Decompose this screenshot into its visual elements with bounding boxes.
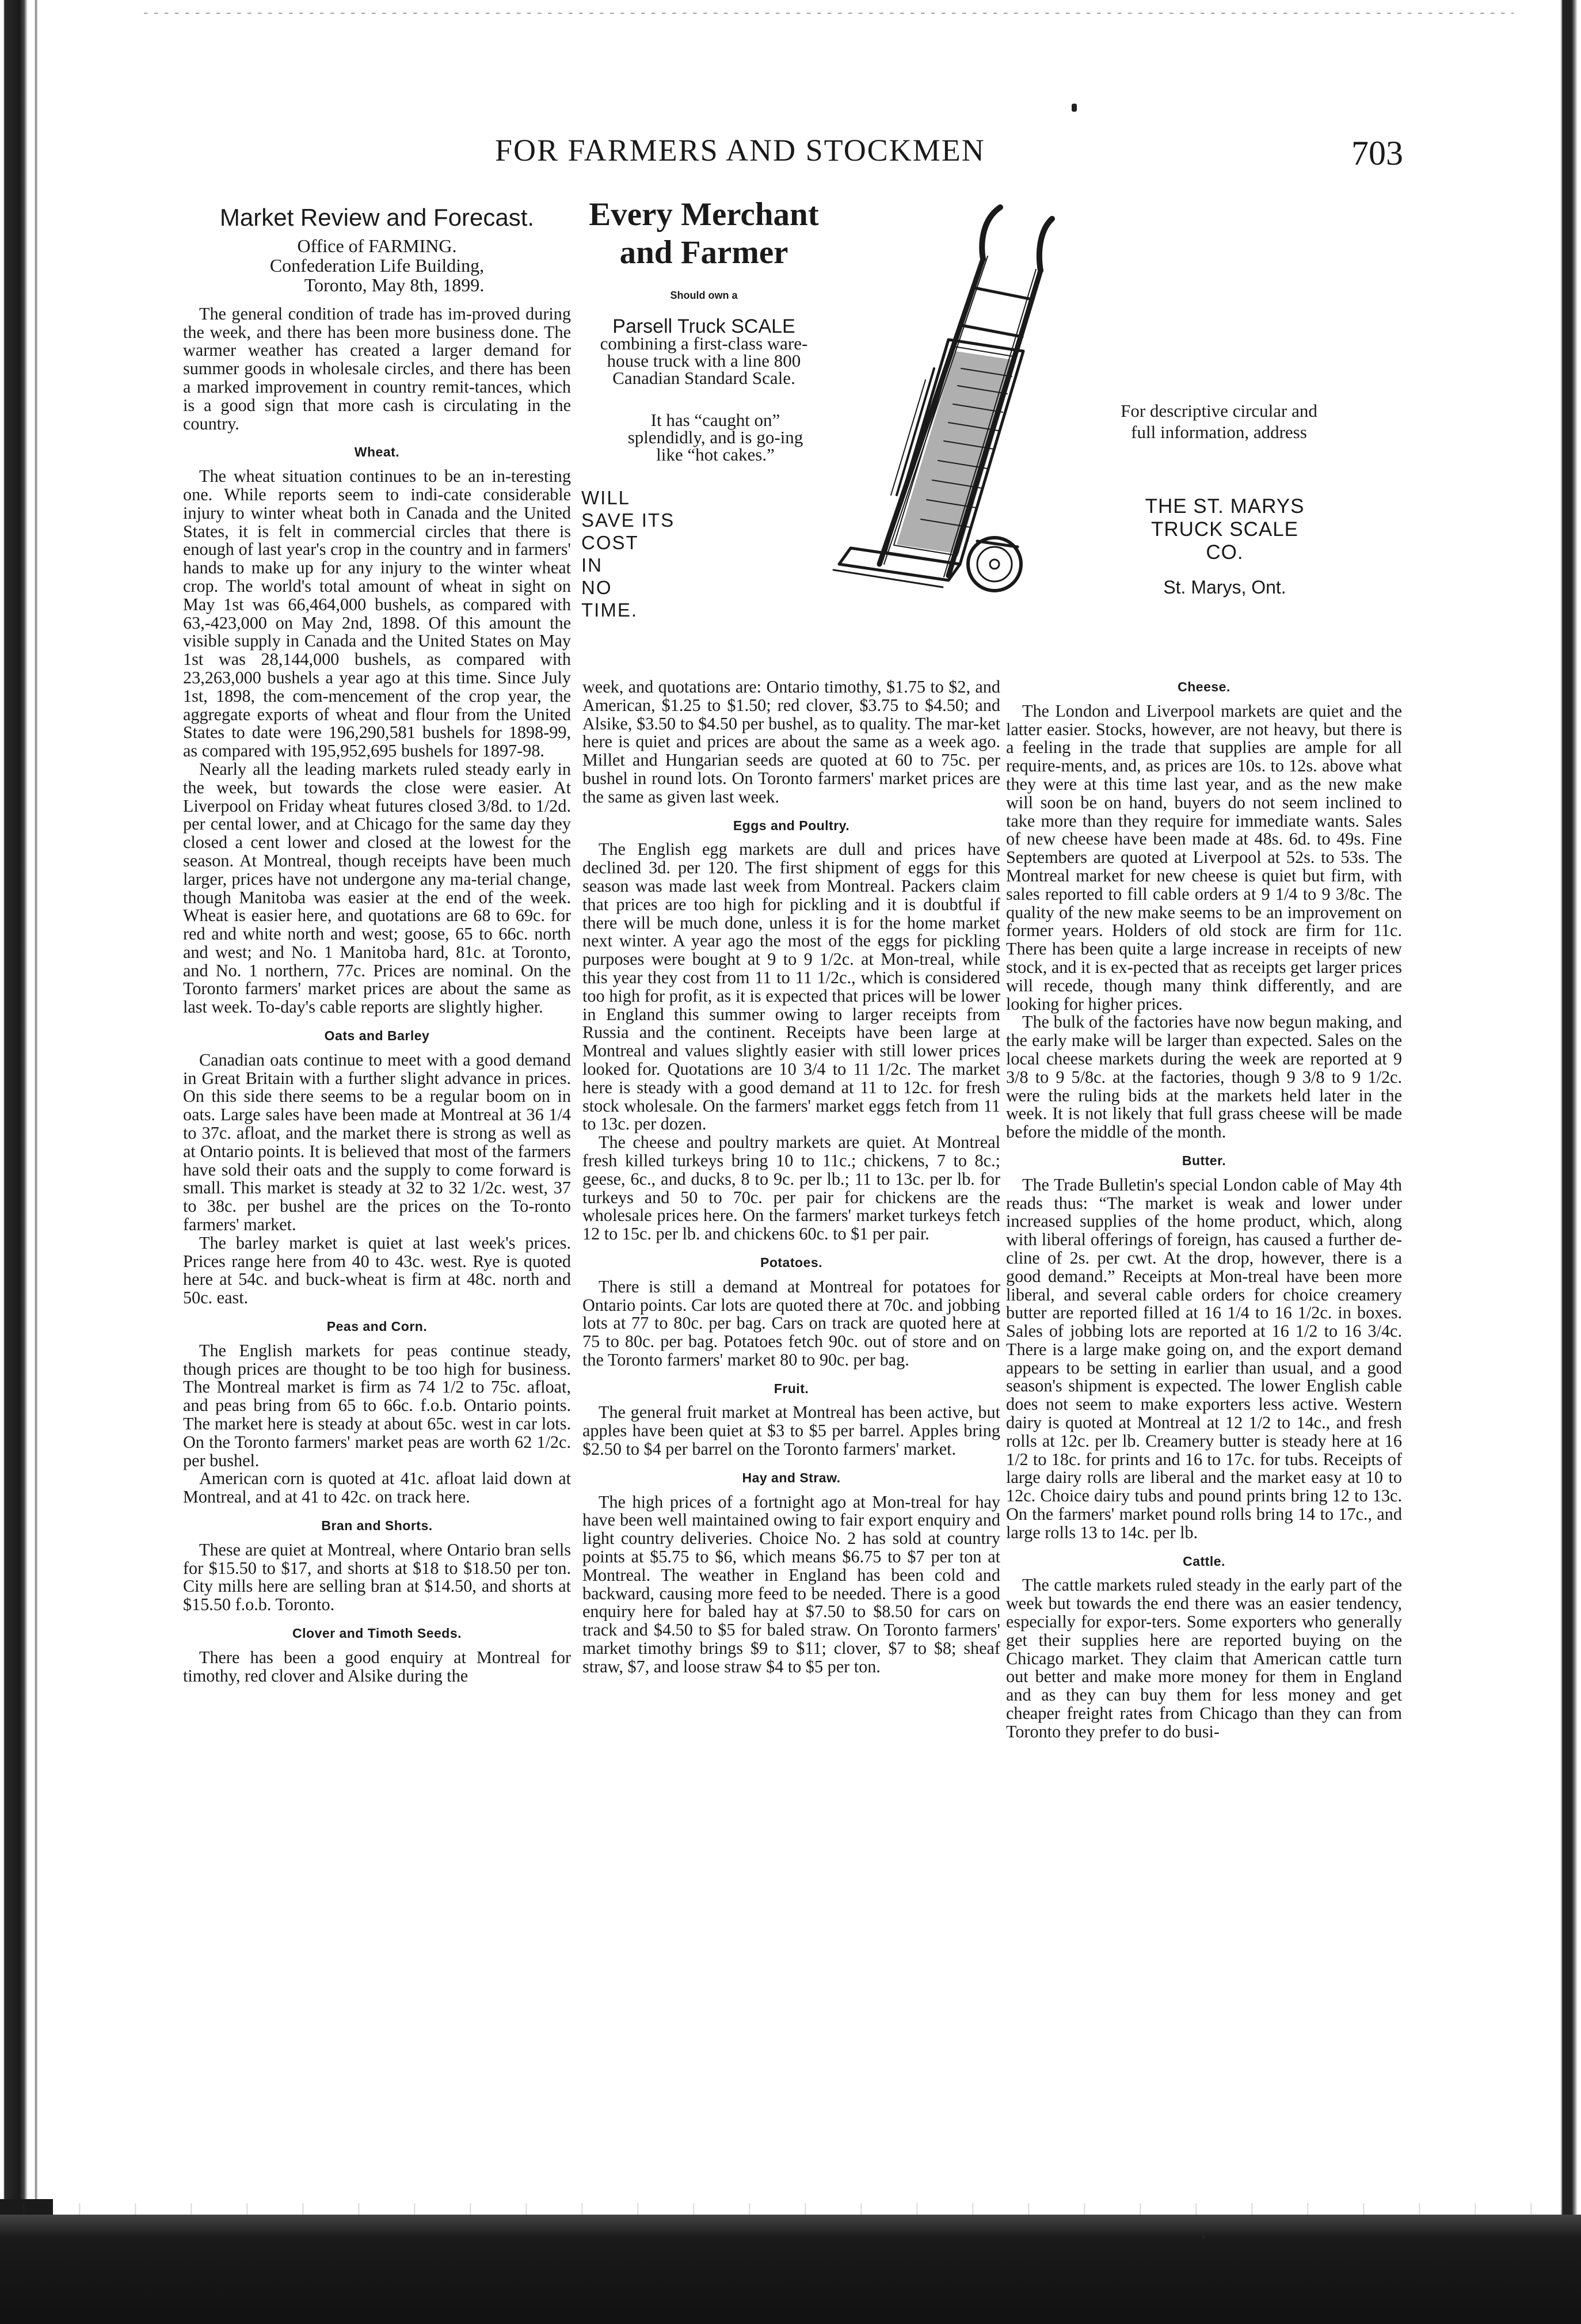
paragraph: American corn is quoted at 41c. afloat laid down at Montreal, and at 41 to 42c. on track here. (183, 1469, 571, 1507)
section-heading-clover: Clover and Timoth Seeds. (292, 1625, 462, 1641)
ad-company-line: CO. (1206, 541, 1244, 564)
paragraph: The Trade Bulletin's special London cable of May 4th reads thus: “The market is weak and lower under increased supplies of the home product, which, along with liberal offerings of foreign, has caused a further de-cline of 2s. per cwt. At the drop, however, there is a good demand.” Receipts at Mon-treal have been more liberal, and several cable orders for choice creamery butter are reported filled at 16 1/4 to 16 1/2c. in boxes. Sales of jobbing lots are reported at 16 1/2 to 16 3/4c. There is a large make going on, and the export demand appears to be setting in earlier than usual, and a good season's shipment is expected. The lower English cable does not seem to make exporters less active. Western dairy is quoted at Montreal at 12 1/2 to 14c., and fresh rolls at 12c. per lb. Creamery butter is steady here at 16 1/2 to 18c. for prints and 16 to 17c. for tubs. Receipts of large dairy rolls are liberal and the market easy at 10 to 12c. Choice dairy tubs and pound prints bring 12 to 13c. On the farmers' market pound rolls bring 14 to 17c., and large rolls 13 to 14c. per lb. (1006, 1174, 1402, 1542)
paragraph: The English markets for peas continue steady, though prices are thought to be too high for business. The Montreal market is firm as 74 1/2 to 75c. afloat, and peas bring from 65 to 66c. f.o.b. Ontario points. The market here is steady at about 65c. west in car lots. On the Toronto farmers' market peas are worth 62 1/2c. per bushel. (183, 1340, 571, 1470)
ad-product-description: combining a first-class ware-house truck with a line 800 Canadian Standard Scale. (600, 333, 808, 388)
column-1 (183, 204, 571, 1686)
ad-save-line: WILL (581, 487, 631, 508)
ad-company-line: THE ST. MARYS (1145, 495, 1305, 518)
paragraph: The cattle markets ruled steady in the early part of the week but towards the end there was an easier tendency, especially for expor-ters. Some exporters who generally get their supplies here are reported buying on the Chicago market. They claim that American cattle turn out better and make more money for them in England and as they can buy them for less money and get cheaper freight rates from Chicago than they can from Toronto they prefer to do busi- (1006, 1575, 1402, 1741)
column-3 (1006, 678, 1402, 1741)
scan-top-rule (144, 13, 1514, 14)
paragraph: There is still a demand at Montreal for potatoes for Ontario points. Car lots are quoted there at 70c. and jobbing lots at 77 to 80c. per bag. Cars on track are quoted here at 75 to 80c. per bag. Potatoes fetch 90c. out of store and on the Toronto farmers' market 80 to 90c. per bag. (582, 1276, 1000, 1370)
paragraph: The cheese and poultry markets are quiet. At Montreal fresh killed turkeys bring 10 to 11c.; chickens, 7 to 8c.; geese, 6c., and ducks, 8 to 9c. per lb.; 11 to 13c. per lb. for turkeys and 50 to 70c. per pair for chickens are the wholesale prices here. On the farmers' market turkeys fetch 12 to 15c. per lb. and chickens 60c. to $1 per pair. (582, 1132, 1000, 1244)
office-line: Confederation Life Building, (269, 254, 485, 276)
ad-product-name: Parsell Truck SCALE (612, 315, 795, 337)
section-heading-eggs: Eggs and Poultry. (733, 817, 850, 833)
page-number: 703 (1351, 134, 1403, 172)
paragraph: There has been a good enquiry at Montreal for timothy, red clover and Alsike during the (183, 1647, 571, 1686)
speck (1072, 104, 1077, 112)
scan-left-binding (0, 0, 53, 2324)
paragraph: The London and Liverpool markets are quiet and the latter easier. Stocks, however, are not heavy, but there is a feeling in the trade that supplies are ample for all require-ments, and, as prices are 10s. to 12s. above what they were at this time last year, and as the new make will soon be on hand, buyers do not seem inclined to take more than they require for immediate wants. Sales of new cheese have been made at 48s. 6d. to 49s. Fine Septembers are quoted at Liverpool at 52s. to 53s. The Montreal market for new cheese is quiet but firm, with sales reported to fill cable orders at 9 1/4 to 9 3/8c. The quality of the new make seems to be an improvement on former years. Holders of old stock are firm for 11c. There has been quite a large increase in receipts of new stock, and it is ex-pected that as receipts get larger prices will recede, though many think differently, and are looking for higher prices. (1006, 701, 1402, 1014)
paragraph: The English egg markets are dull and prices have declined 3d. per 120. The first shipment of eggs for this season was made last week from Montreal. Packers claim that prices are too high for pickling and it is doubtful if there will be much done, unless it is for the home market next winter. A year ago the most of the eggs for pickling purposes were bought at 9 to 9 1/2c. at Mon-treal, while this year they cost from 11 to 11 1/2c., which is considered too high for profit, as it is expected that prices will be lower in England this summer owing to larger receipts from Russia and the continent. Receipts have been large at Montreal and values slightly easier with still lower prices looked for. Quotations are 10 3/4 to 11 1/2c. The market here is steady with a good demand at 11 to 12c. for fresh stock wholesale. On the farmers' market eggs fetch from 11 to 13c. per dozen. (582, 839, 1000, 1134)
paragraph: The barley market is quiet at last week's prices. Prices range here from 40 to 43c. west. Rye is quoted here at 54c. and buck-wheat is firm at 48c. north and 50c. east. (183, 1233, 571, 1308)
ad-body (583, 315, 825, 388)
paragraph: The high prices of a fortnight ago at Mon-treal for hay have been well maintained owing to fair export enquiry and light country deliveries. Choice No. 2 has sold at country points at $5.75 to $6, which means $6.75 to $7 per ton at Montreal. The weather in England has been cold and backward, causing more feed to be needed. There is a good enquiry here for baled hay at $7.50 to $8.50 for cars on track and $4.50 to $5 for baled straw. On Toronto farmers' market timothy brings $9 to $11; clover, $7 to $8; sheaf straw, $7, and loose straw $4 to $5 per ton. (582, 1492, 1000, 1676)
ad-save-line: COST (581, 532, 639, 553)
section-heading-peas: Peas and Corn. (326, 1319, 428, 1334)
paragraph: The wheat situation continues to be an in-teresting one. While reports seem to indi-cate considerable injury to winter wheat both in Canada and the United States, it is felt in commercial circles that there is enough of last year's crop in the country and in farmers' hands to make up for any injury to the winter wheat crop. The world's total amount of wheat in sight on May 1st was 66,464,000 bushels, as compared with 63,-423,000 on May 2nd, 1898. Of this amount the visible supply in Canada and the United States on May 1st was 28,144,000 bushels, as compared with 23,263,000 bushels a year ago at this time. Since July 1st, 1898, the com-mencement of the crop year, the aggregate exports of wheat and flour from the United States to date were 196,290,581 bushels for 1898-99, as compared with 195,952,695 bushels for 1897-98. (183, 466, 571, 761)
ad-save-line: NO (581, 577, 612, 598)
section-heading-butter: Butter. (1182, 1153, 1226, 1168)
ad-company-line: TRUCK SCALE (1150, 518, 1299, 541)
scan-right-edge (1555, 0, 1581, 2324)
section-heading-fruit: Fruit. (774, 1380, 809, 1396)
ad-company-name (1127, 495, 1323, 564)
ad-save-line: TIME. (581, 599, 638, 621)
ad-headline (580, 196, 828, 272)
ad-descriptive-note: For descriptive circular and full information, address (1121, 401, 1317, 442)
speck (1202, 2234, 1205, 2239)
section-heading-hay: Hay and Straw. (742, 1470, 841, 1485)
paragraph: Nearly all the leading markets ruled steady early in the week, but towards the close were easier. At Liverpool on Friday wheat futures closed 3/8d. to 1/2d. per cental lower, and at Chicago for the same day they closed a cent lower and closed at the lowest for the season. At Montreal, though receipts have been much larger, prices have not undergone any ma-terial change, though Manitoba was easier at the end of the week. Wheat is easier here, and quotations are 68 to 69c. for red and white north and west; goose, 65 to 66c. north and west; and No. 1 Manitoba hard, 81c. at Toronto, and No. 1 northern, 77c. Prices are nominal. On the Toronto farmers' market prices are about the same as last week. To-day's cable reports are slightly higher. (183, 759, 571, 1017)
section-heading-oats: Oats and Barley (324, 1028, 430, 1044)
paragraph: Canadian oats continue to meet with a good demand in Great Britain with a further slight advance in prices. On this side there seems to be a regular boom on in oats. Large sales have been made at Montreal at 36 1/4 to 37c. afloat, and the market there is strong as well as at Ontario points. It is believed that most of the farmers have sold their oats and the supply to come forward is small. This market is steady at 32 to 32 1/2c. west, 37 to 38c. per bushel are the prices on the To-ronto farmers' market. (183, 1049, 571, 1235)
paragraph: These are quiet at Montreal, where Ontario bran sells for $15.50 to $17, and shorts at $18 to $18.50 per ton. City mills here are selling bran at $14.50, and shorts at $15.50 f.o.b. Toronto. (183, 1539, 571, 1615)
ad-save-slogan (581, 486, 696, 621)
ad-save-line: SAVE ITS (581, 509, 675, 531)
ad-quote: It has “caught on” splendidly, and is go-ing like “hot cakes.” (627, 410, 803, 465)
scan-bottom-bar (0, 2215, 1581, 2324)
office-dateline (183, 236, 571, 295)
ad-save-line: IN (581, 554, 603, 576)
paragraph: The bulk of the factories have now begun making, and the early make will be larger than expected. Sales on the local cheese markets during the week are reported at 9 3/8 to 9 5/8c. at the factories, though 9 3/8 to 9 1/2c. were the ruling bids at the markets held later in the week. It is not likely that full grass cheese will be made before the middle of the month. (1006, 1012, 1402, 1142)
paragraph: The general fruit market at Montreal has been active, but apples have been quiet at $3 to $5 per barrel. Apples bring $2.50 to $4 per barrel on the Toronto farmers' market. (582, 1402, 1000, 1459)
intro-paragraph: The general condition of trade has im-proved during the week, and there has been more business done. The warmer weather has created a larger demand for summer goods in wholesale circles, and there has been a marked improvement in country remit-tances, which is a good sign that more cash is circulating in the country. (183, 303, 571, 433)
column-2 (582, 678, 1000, 1676)
hand-truck-scale-illustration (810, 196, 1081, 633)
truck-scale-advertisement (580, 196, 1409, 633)
office-line: Office of FARMING. (297, 235, 457, 256)
article-title: Market Review and Forecast. (219, 204, 535, 231)
ad-should-own: Should own a (670, 290, 738, 301)
section-heading-wheat: Wheat. (354, 444, 400, 460)
section-heading-potatoes: Potatoes. (760, 1254, 823, 1270)
section-heading-cheese: Cheese. (1178, 679, 1230, 694)
paragraph: week, and quotations are: Ontario timothy, $1.75 to $2, and American, $1.25 to $1.50; red clover, $3.75 to $4.50; and Alsike, $3.50 to $4.50 per bushel, as to quality. The mar-ket here is quiet and prices are about the same as a week ago. Millet and Hungarian seeds are quoted at 60 to 75c. per bushel in round lots. On Toronto farmers' market prices are the same as given last week. (582, 677, 1000, 807)
section-heading-cattle: Cattle. (1183, 1553, 1225, 1569)
ad-headline-line-2: and Farmer (619, 234, 788, 271)
running-head: FOR FARMERS AND STOCKMEN (495, 133, 985, 168)
section-heading-bran: Bran and Shorts. (321, 1518, 433, 1533)
ad-location: St. Marys, Ont. (1163, 577, 1286, 598)
office-line: Toronto, May 8th, 1899. (304, 274, 485, 295)
ad-headline-line-1: Every Merchant (589, 196, 819, 233)
